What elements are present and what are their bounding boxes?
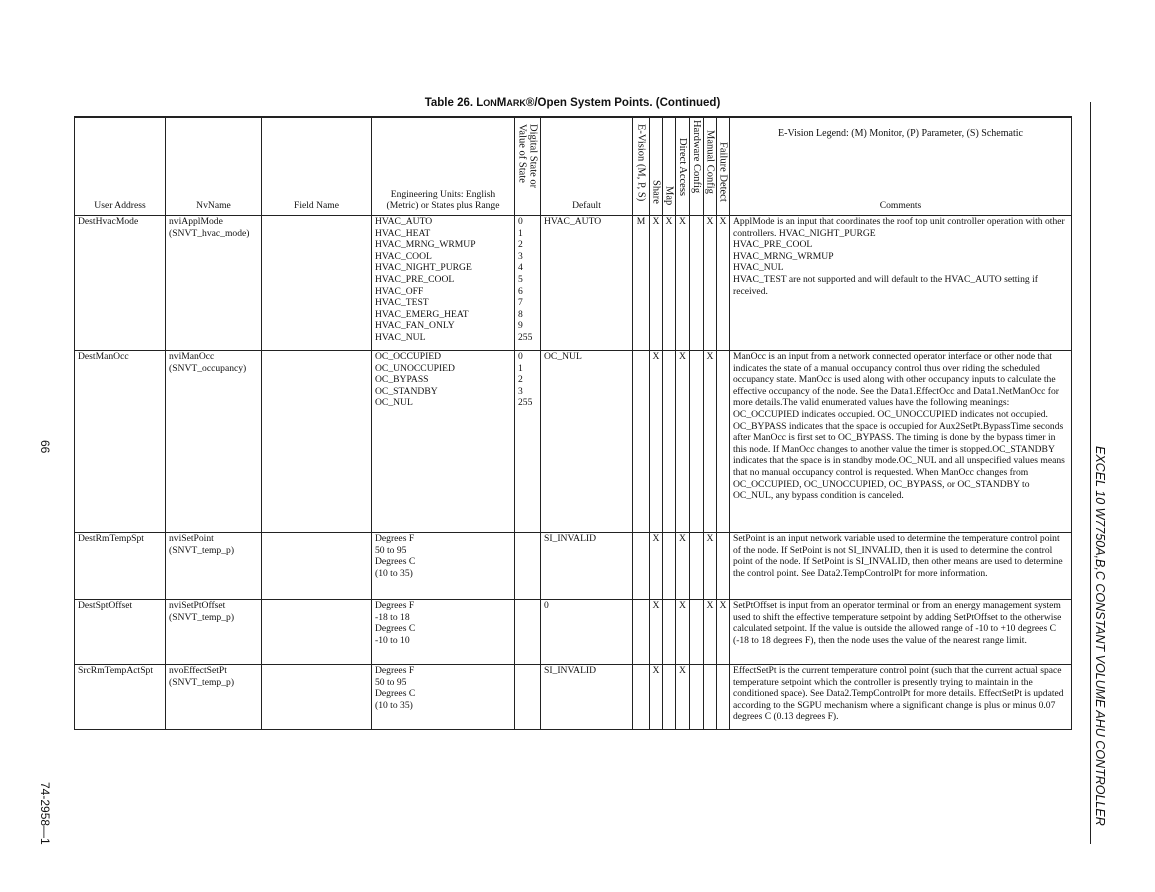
cell-comments: SetPoint is an input network variable used to determine the temperature control point of the node. If SetPoint is not SI_INVALID, then it is used to determine the control point of the node. If SetPoint is SI_INVALID, then other means are used to determine the control point. See Data2.TempControlPt for more information. bbox=[730, 533, 1072, 600]
cell-states bbox=[515, 600, 541, 665]
cell-states bbox=[515, 533, 541, 600]
cell-hardware-config bbox=[690, 600, 704, 665]
cell-field-name bbox=[262, 351, 372, 533]
header-field-name: Field Name bbox=[262, 117, 372, 216]
cell-direct-access: X bbox=[676, 216, 690, 351]
cell-manual-config: X bbox=[704, 351, 717, 533]
cell-nvname: nviManOcc (SNVT_occupancy) bbox=[166, 351, 262, 533]
cell-map: X bbox=[663, 216, 676, 351]
cell-share: X bbox=[650, 216, 663, 351]
page-number: 66 bbox=[38, 440, 52, 454]
cell-failure-detect bbox=[717, 665, 730, 730]
cell-share: X bbox=[650, 600, 663, 665]
cell-map bbox=[663, 600, 676, 665]
cell-manual-config bbox=[704, 665, 717, 730]
header-failure-detect: Failure Detect bbox=[717, 117, 730, 216]
cell-units: HVAC_AUTO HVAC_HEAT HVAC_MRNG_WRMUP HVAC_COOL HVAC_NIGHT_PURGE HVAC_PRE_COOL HVAC_OFF HVAC_TEST HVAC_EMERG_HEAT HVAC_FAN_ONLY HVAC_NUL bbox=[372, 216, 515, 351]
cell-map bbox=[663, 665, 676, 730]
cell-direct-access: X bbox=[676, 533, 690, 600]
cell-direct-access: X bbox=[676, 600, 690, 665]
header-direct-access: Direct Access bbox=[676, 117, 690, 216]
cell-user-address: DestSptOffset bbox=[75, 600, 166, 665]
header-user-address: User Address bbox=[75, 117, 166, 216]
cell-evision bbox=[633, 600, 650, 665]
cell-hardware-config bbox=[690, 533, 704, 600]
cell-units: Degrees F -18 to 18 Degrees C -10 to 10 bbox=[372, 600, 515, 665]
cell-comments: SetPtOffset is input from an operator terminal or from an energy management system used to shift the effective temperature setpoint by adding SetPtOffset to the otherwise calculated setpoint. If the value is outside the allowed range of -10 to +10 degrees C (-18 to 18 degrees F), then the node uses the value of the nearest range limit. bbox=[730, 600, 1072, 665]
table-row bbox=[75, 600, 1072, 665]
header-manual-config: Manual Config bbox=[704, 117, 717, 216]
cell-share: X bbox=[650, 351, 663, 533]
cell-hardware-config bbox=[690, 351, 704, 533]
cell-user-address: DestHvacMode bbox=[75, 216, 166, 351]
cell-comments: ApplMode is an input that coordinates the roof top unit controller operation with other controllers. HVAC_NIGHT_PURGE HVAC_PRE_COOL HVAC_MRNG_WRMUP HVAC_NUL HVAC_TEST are not supported and will default to the HVAC_AUTO setting if received. bbox=[730, 216, 1072, 351]
cell-evision bbox=[633, 665, 650, 730]
cell-direct-access: X bbox=[676, 351, 690, 533]
cell-manual-config: X bbox=[704, 533, 717, 600]
cell-default: SI_INVALID bbox=[541, 533, 633, 600]
cell-map bbox=[663, 351, 676, 533]
cell-states: 0 1 2 3 255 bbox=[515, 351, 541, 533]
header-share: Share bbox=[650, 117, 663, 216]
header-comments: E-Vision Legend: (M) Monitor, (P) Parameter, (S) Schematic Comments bbox=[730, 117, 1072, 216]
cell-evision bbox=[633, 533, 650, 600]
cell-comments: ManOcc is an input from a network connected operator interface or other node that indicates the state of a manual occupancy control thus over riding the scheduled occupancy state. ManOcc is used along with other occupancy inputs to calculate the effective occupancy of the node. See the Data1.EffectOcc and Data1.NetManOcc for more details.The valid enumerated values have the following meanings: OC_OCCUPIED indicates occupied. OC_UNOCCUPIED indicates not occupied. OC_BYPASS indicates that the space is occupied for Aux2SetPt.BypassTime seconds after ManOcc is first set to OC_BYPASS. The timing is done by the bypass timer in this node. If ManOcc changes to another value the timer is stopped.OC_STANDBY indicates that the space is in standby mode.OC_NUL and all unspecified values means that no manual occupancy control is requested. When ManOcc changes from OC_OCCUPIED, OC_UNOCCUPIED, OC_BYPASS, or OC_STANDBY to OC_NUL, any bypass condition is canceled. bbox=[730, 351, 1072, 533]
cell-default: 0 bbox=[541, 600, 633, 665]
cell-share: X bbox=[650, 533, 663, 600]
cell-failure-detect: X bbox=[717, 600, 730, 665]
cell-user-address: DestManOcc bbox=[75, 351, 166, 533]
cell-states: 0 1 2 3 4 5 6 7 8 9 255 bbox=[515, 216, 541, 351]
cell-failure-detect: X bbox=[717, 216, 730, 351]
cell-nvname: nviSetPtOffset (SNVT_temp_p) bbox=[166, 600, 262, 665]
cell-direct-access: X bbox=[676, 665, 690, 730]
cell-states bbox=[515, 665, 541, 730]
cell-manual-config: X bbox=[704, 216, 717, 351]
cell-comments: EffectSetPt is the current temperature control point (such that the current actual space temperature setpoint which the controller is presently trying to maintain in the conditioned space). See Data2.TempControlPt for more details. EffectSetPt is updated according to the SGPU mechanism where a significant change is plus or minus 0.07 degrees C (0.13 degrees F). bbox=[730, 665, 1072, 730]
page-margin-rule bbox=[1090, 102, 1091, 844]
header-engineering-units: Engineering Units: English (Metric) or States plus Range bbox=[372, 117, 515, 216]
cell-map bbox=[663, 533, 676, 600]
cell-field-name bbox=[262, 665, 372, 730]
cell-failure-detect bbox=[717, 533, 730, 600]
table-row bbox=[75, 351, 1072, 533]
cell-evision bbox=[633, 351, 650, 533]
cell-nvname: nvoEffectSetPt (SNVT_temp_p) bbox=[166, 665, 262, 730]
cell-hardware-config bbox=[690, 216, 704, 351]
cell-units: OC_OCCUPIED OC_UNOCCUPIED OC_BYPASS OC_STANDBY OC_NUL bbox=[372, 351, 515, 533]
cell-units: Degrees F 50 to 95 Degrees C (10 to 35) bbox=[372, 533, 515, 600]
table-row bbox=[75, 665, 1072, 730]
cell-evision: M bbox=[633, 216, 650, 351]
header-hardware-config: Hardware Config bbox=[690, 117, 704, 216]
header-default: Default bbox=[541, 117, 633, 216]
table-row bbox=[75, 533, 1072, 600]
document-number: 74-2958—1 bbox=[38, 782, 52, 845]
table-row bbox=[75, 216, 1072, 351]
cell-default: SI_INVALID bbox=[541, 665, 633, 730]
running-title: EXCEL 10 W7750A,B,C CONSTANT VOLUME AHU CONTROLLER bbox=[1093, 446, 1107, 826]
cell-field-name bbox=[262, 600, 372, 665]
cell-manual-config: X bbox=[704, 600, 717, 665]
cell-user-address: SrcRmTempActSpt bbox=[75, 665, 166, 730]
header-map: Map bbox=[663, 117, 676, 216]
cell-default: HVAC_AUTO bbox=[541, 216, 633, 351]
cell-nvname: nviApplMode (SNVT_hvac_mode) bbox=[166, 216, 262, 351]
cell-share: X bbox=[650, 665, 663, 730]
table-title: Table 26. LONMARK®/Open System Points. (Continued) bbox=[424, 97, 721, 109]
header-nvname: NvName bbox=[166, 117, 262, 216]
cell-nvname: nviSetPoint (SNVT_temp_p) bbox=[166, 533, 262, 600]
cell-field-name bbox=[262, 533, 372, 600]
cell-failure-detect bbox=[717, 351, 730, 533]
header-evision: E-Vision (M, P, S) bbox=[633, 117, 650, 216]
cell-units: Degrees F 50 to 95 Degrees C (10 to 35) bbox=[372, 665, 515, 730]
cell-hardware-config bbox=[690, 665, 704, 730]
header-digital-state: Digital State or Value of State bbox=[515, 117, 541, 216]
lonmark-points-table bbox=[74, 116, 1071, 730]
cell-field-name bbox=[262, 216, 372, 351]
cell-default: OC_NUL bbox=[541, 351, 633, 533]
cell-user-address: DestRmTempSpt bbox=[75, 533, 166, 600]
evision-legend: E-Vision Legend: (M) Monitor, (P) Parameter, (S) Schematic bbox=[778, 128, 1023, 139]
